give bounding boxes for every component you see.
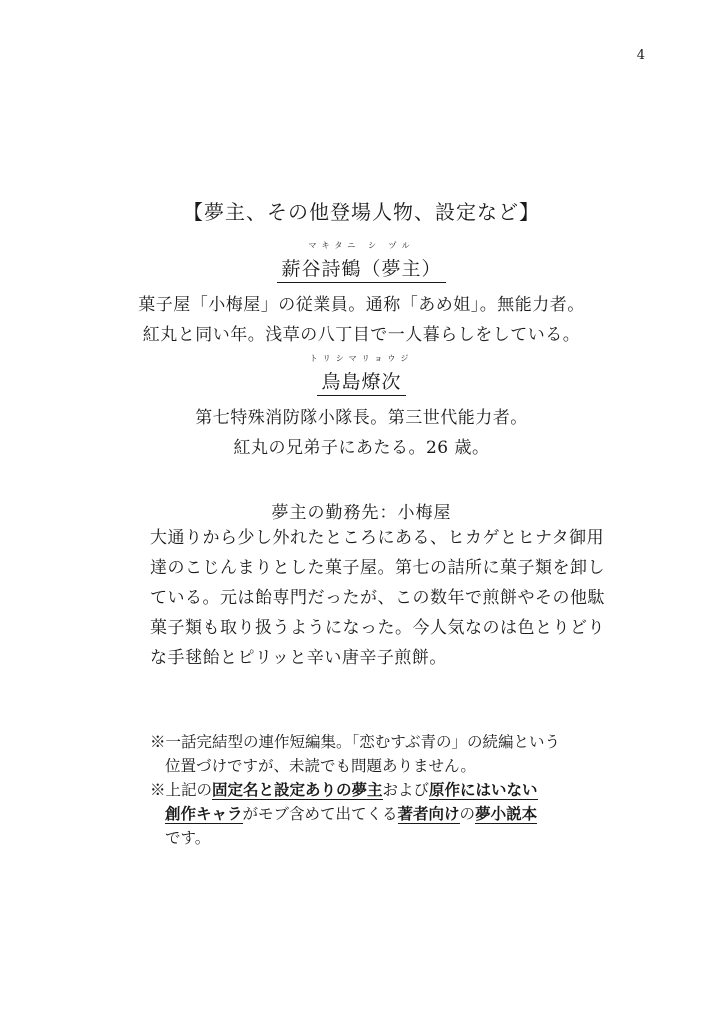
character-name: 鳥島燎次 [0,367,723,394]
character-name: 薪谷詩鶴（夢主） [0,254,723,281]
note-line: ※上記の固定名と設定ありの夢主および原作にはいない [150,780,538,799]
section-heading: 【夢主、その他登場人物、設定など】 [183,200,540,224]
paragraph-line: 達のこじんまりとした菓子屋。第七の詰所に菓子類を卸し [150,558,605,578]
character-description: 紅丸の兄弟子にあたる。26 歳。 [233,438,490,458]
page-number: 4 [636,48,645,63]
note-line: 創作キャラがモブ含めて出てくる著者向けの夢小説本 [165,804,538,823]
paragraph-line: 大通りから少し外れたところにある、ヒカゲとヒナタ御用 [150,528,605,548]
workplace-title: 夢主の勤務先：小梅屋 [271,503,452,523]
emphasis: 原作にはいない [429,780,538,799]
emphasis: 固定名と設定ありの夢主 [212,780,383,799]
paragraph-line: 菓子類も取り扱うようになった。今人気なのは色とりどり [150,618,605,638]
notes [150,730,650,850]
character-description: 紅丸と同い年。浅草の八丁目で一人暮らしをしている。 [142,325,581,345]
emphasis: 創作キャラ [165,804,243,823]
note-line: ※一話完結型の連作短編集。「恋むすぶ青の」の続編という [150,733,560,751]
character-description: 第七特殊消防隊小隊長。第三世代能力者。 [195,408,528,428]
paragraph-line: ている。元は飴専門だったが、この数年で煎餅やその他駄 [150,588,605,608]
character-reading: マキタニ シ ヅル [308,241,415,250]
emphasis: 夢小説本 [475,804,538,823]
emphasis: 著者向け [397,804,460,823]
note-line: 位置づけですが、未読でも問題ありません。 [165,757,476,775]
character-reading: トリシマリョウジ [309,354,414,363]
character-description: 菓子屋「小梅屋」の従業員。通称「あめ姐」。無能力者。 [138,295,585,315]
paragraph-line: な手毬飴とピリッと辛い唐辛子煎餅。 [150,648,447,668]
workplace-description [150,523,625,673]
note-line: です。 [165,829,211,847]
